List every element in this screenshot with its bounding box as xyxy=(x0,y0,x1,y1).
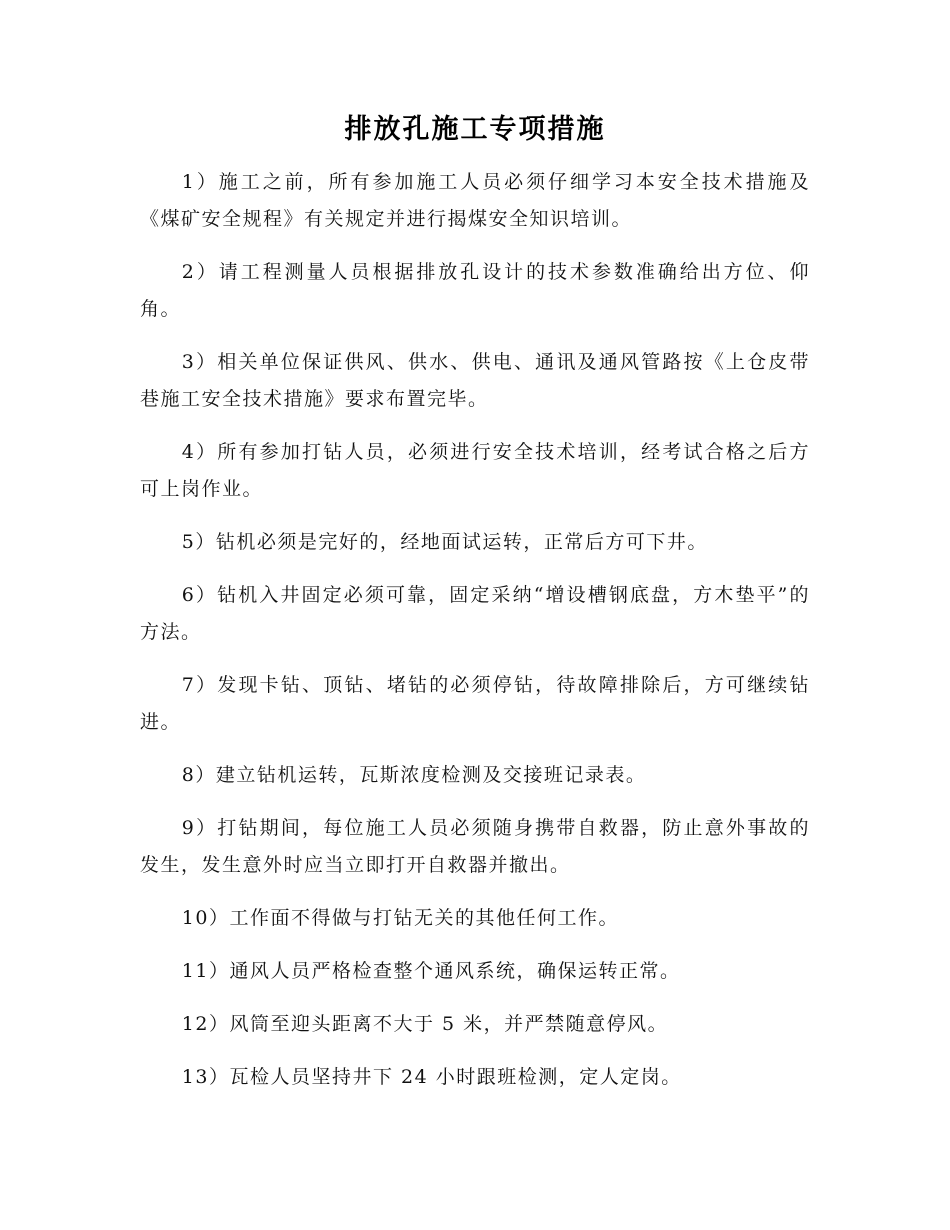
item-text: 通风人员严格检查整个通风系统，确保运转正常。 xyxy=(229,960,681,982)
item-text: 钻机入井固定必须可靠，固定采纳“增设槽钢底盘，方木垫平”的方法。 xyxy=(140,584,810,643)
measure-item-8 xyxy=(140,757,810,794)
item-text: 瓦检人员坚持井下 24 小时跟班检测，定人定岗。 xyxy=(229,1066,682,1088)
item-text: 风筒至迎头距离不大于 5 米，并严禁随意停风。 xyxy=(229,1013,669,1035)
measure-item-6 xyxy=(140,577,810,651)
measure-item-1 xyxy=(140,164,810,238)
item-number: 8） xyxy=(181,764,216,786)
item-text: 请工程测量人员根据排放孔设计的技术参数准确给出方位、仰角。 xyxy=(140,261,810,320)
measure-item-13 xyxy=(140,1059,810,1096)
item-text: 相关单位保证供风、供水、供电、通讯及通风管路按《上仓皮带巷施工安全技术措施》要求布置完毕。 xyxy=(140,351,810,410)
measure-item-9 xyxy=(140,810,810,884)
item-number: 1） xyxy=(181,171,219,193)
measure-item-3 xyxy=(140,344,810,418)
measure-item-4 xyxy=(140,434,810,508)
measure-item-12 xyxy=(140,1006,810,1043)
item-text: 施工之前，所有参加施工人员必须仔细学习本安全技术措施及《煤矿安全规程》有关规定并进行揭煤安全知识培训。 xyxy=(140,171,810,230)
item-number: 7） xyxy=(181,674,218,696)
item-text: 所有参加打钻人员，必须进行安全技术培训，经考试合格之后方可上岗作业。 xyxy=(140,441,810,500)
item-text: 打钻期间，每位施工人员必须随身携带自救器，防止意外事故的发生，发生意外时应当立即打开自救器并撤出。 xyxy=(140,817,810,876)
measure-item-7 xyxy=(140,667,810,741)
measure-item-2 xyxy=(140,254,810,328)
measure-item-11 xyxy=(140,953,810,990)
item-number: 2） xyxy=(181,261,219,283)
item-number: 11） xyxy=(181,960,230,982)
measure-item-10 xyxy=(140,900,810,937)
document-title: 排放孔施工专项措施 xyxy=(344,114,606,145)
item-text: 工作面不得做与打钻无关的其他任何工作。 xyxy=(229,907,619,929)
item-number: 5） xyxy=(181,531,216,553)
item-number: 13） xyxy=(181,1066,230,1088)
item-text: 建立钻机运转，瓦斯浓度检测及交接班记录表。 xyxy=(215,764,647,786)
document-page xyxy=(140,110,810,1112)
item-number: 6） xyxy=(181,584,218,606)
item-number: 4） xyxy=(181,441,218,463)
item-number: 9） xyxy=(181,817,218,839)
item-number: 12） xyxy=(181,1013,230,1035)
item-text: 钻机必须是完好的，经地面试运转，正常后方可下井。 xyxy=(215,531,708,553)
item-text: 发现卡钻、顶钻、堵钻的必须停钻，待故障排除后，方可继续钻进。 xyxy=(140,674,810,733)
measure-item-5 xyxy=(140,524,810,561)
item-number: 10） xyxy=(181,907,230,929)
item-number: 3） xyxy=(181,351,218,373)
